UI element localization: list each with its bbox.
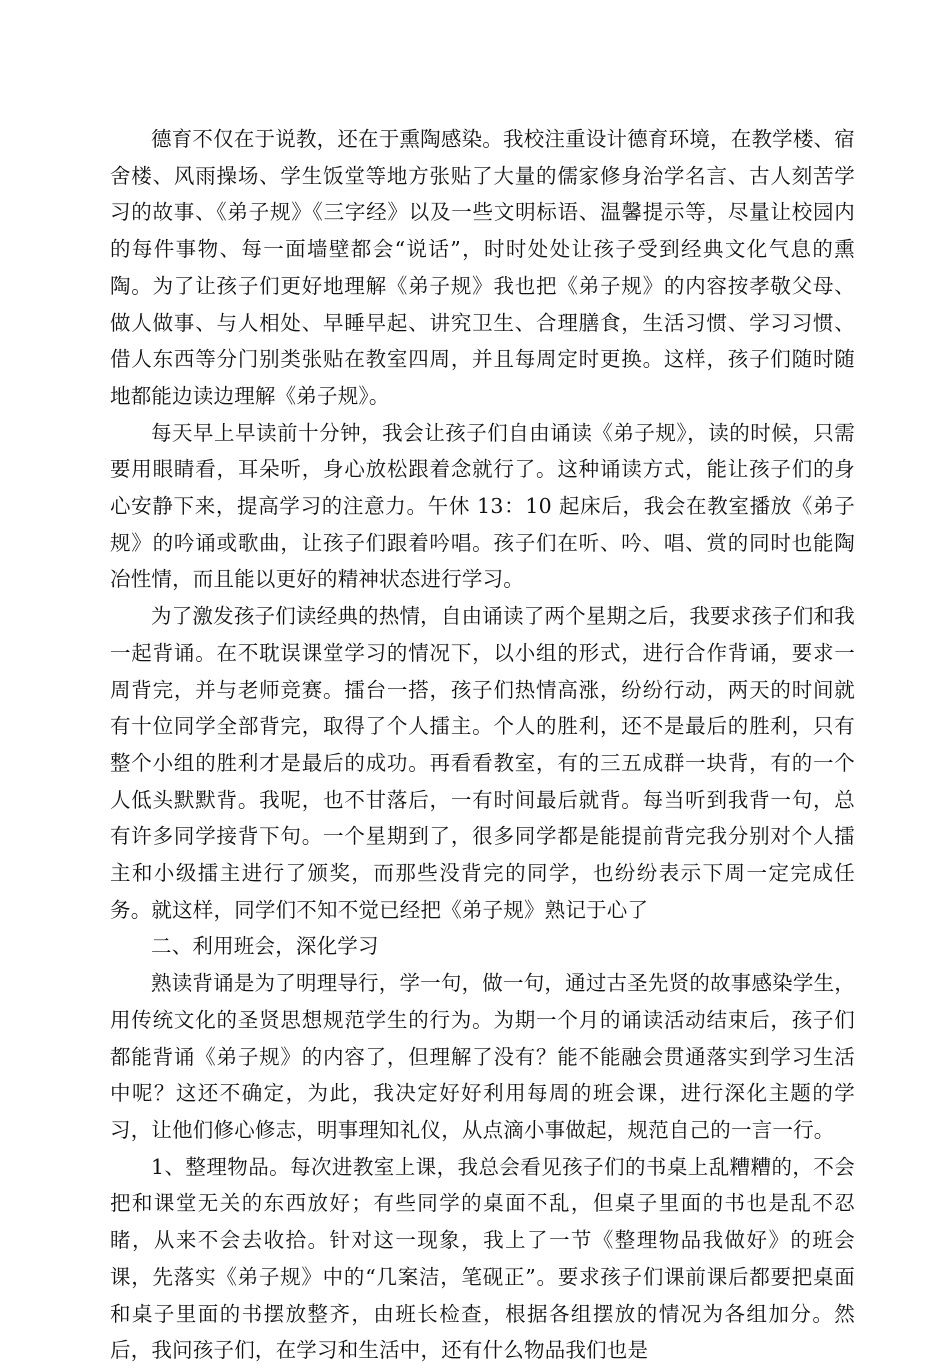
- section-heading: 二、利用班会，深化学习: [151, 934, 379, 959]
- paragraph-class-meeting: 熟读背诵是为了明理导行，学一句，做一句，通过古圣先贤的故事感染学生，用传统文化的圣贤思想规范学生的行为。为期一个月的诵读活动结束后，孩子们都能背诵《弟子规》的内容了，但理解了没有？能不能融会贯通落实到学习生活中呢？这还不确定，为此，我决定好好利用每周的班会课，进行深化主题的学习，让他们修心修志，明事理知礼仪，从点滴小事做起，规范自己的一言一行。: [110, 971, 855, 1142]
- paragraph-morning-reading: 每天早上早读前十分钟，我会让孩子们自由诵读《弟子规》，读的时候，只需要用眼睛看，耳朵听，身心放松跟着念就行了。这种诵读方式，能让孩子们的身心安静下来，提高学习的注意力。午休 13：10 起床后，我会在教室播放《弟子规》的吟诵或歌曲，让孩子们跟着吟唱。孩子们在听、吟、唱、赏的同时也能陶冶性情，而且能以更好的精神状态进行学习。: [110, 420, 855, 592]
- document-body: [110, 121, 855, 1369]
- paragraph-moral-environment: 德育不仅在于说教，还在于熏陶感染。我校注重设计德育环境，在教学楼、宿舍楼、风雨操场、学生饭堂等地方张贴了大量的儒家修身治学名言、古人刻苦学习的故事、《弟子规》《三字经》以及一些文明标语、温馨提示等，尽量让校园内的每件事物、每一面墙壁都会“说话”，时时处处让孩子受到经典文化气息的熏陶。为了让孩子们更好地理解《弟子规》我也把《弟子规》的内容按孝敬父母、做人做事、与人相处、早睡早起、讲究卫生、合理膳食，生活习惯、学习习惯、借人东西等分门别类张贴在教室四周，并且每周定时更换。这样，孩子们随时随地都能边读边理解《弟子规》。: [110, 127, 855, 408]
- paragraph-organize-items: 1、整理物品。每次进教室上课，我总会看见孩子们的书桌上乱糟糟的，不会把和课堂无关的东西放好；有些同学的桌面不乱，但桌子里面的书也是乱不忍睹，从来不会去收拾。针对这一现象，我上了一节《整理物品我做好》的班会课，先落实《弟子规》中的“几案洁，笔砚正”。要求孩子们课前课后都要把桌面和桌子里面的书摆放整齐，由班长检查，根据各组摆放的情况为各组加分。然后，我问孩子们，在学习和生活中，还有什么物品我们也是: [110, 1154, 855, 1363]
- paragraph-recitation-contest: 为了激发孩子们读经典的热情，自由诵读了两个星期之后，我要求孩子们和我一起背诵。在不耽误课堂学习的情况下，以小组的形式，进行合作背诵，要求一周背完，并与老师竞赛。擂台一搭，孩子们热情高涨，纷纷行动，两天的时间就有十位同学全部背完，取得了个人擂主。个人的胜利，还不是最后的胜利，只有整个小组的胜利才是最后的成功。再看看教室，有的三五成群一块背，有的一个人低头默默背。我呢，也不甘落后，一有时间最后就背。每当听到我背一句，总有许多同学接背下句。一个星期到了，很多同学都是能提前背完我分别对个人擂主和小级擂主进行了颁奖，而那些没背完的同学，也纷纷表示下周一定完成任务。就这样，同学们不知不觉已经把《弟子规》熟记于心了: [110, 604, 855, 922]
